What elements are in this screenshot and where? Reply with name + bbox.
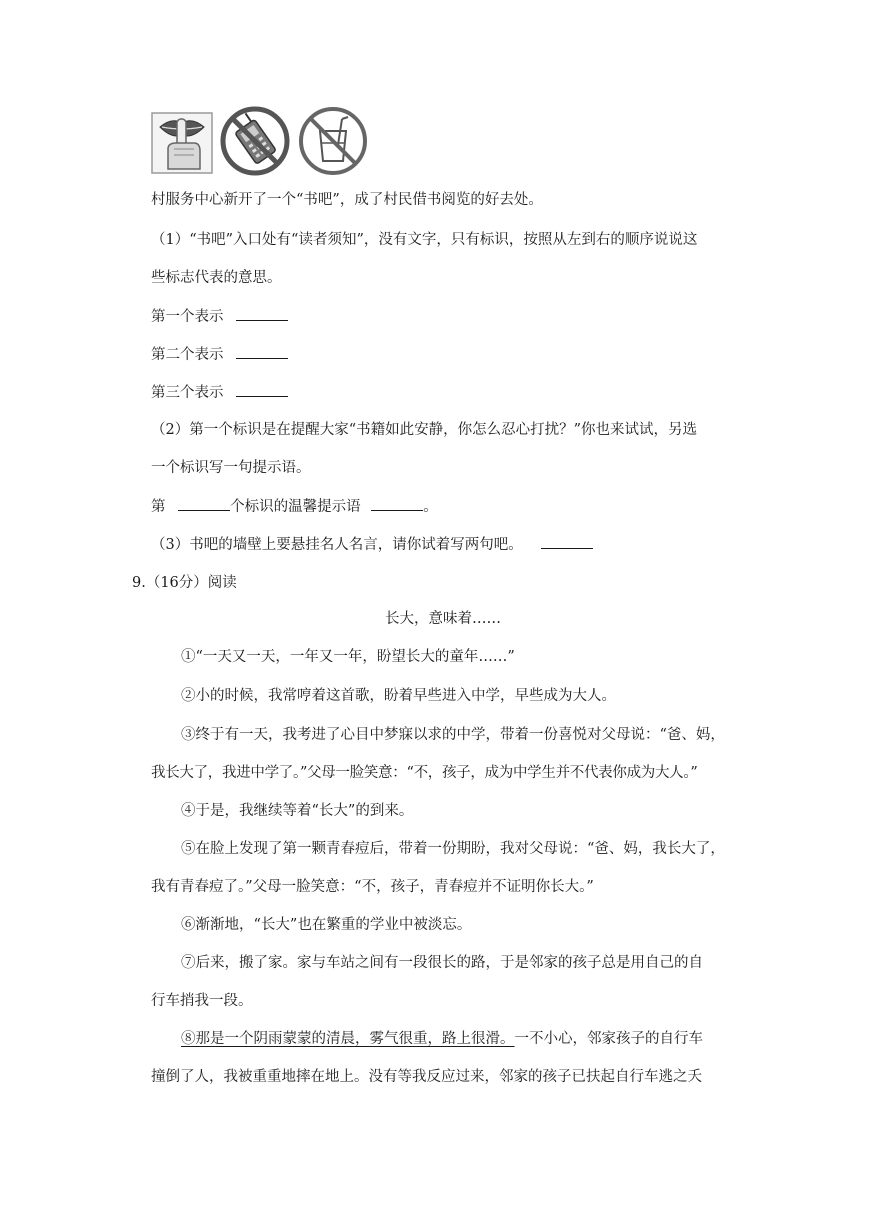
q8-part2-line2: 一个标识写一句提示语。 bbox=[151, 460, 311, 476]
first-label: 第一个表示 bbox=[151, 309, 224, 325]
fill-prefix: 第 bbox=[151, 499, 166, 515]
para-3-line2: 我长大了，我进中学了。”父母一脸笑意：“不，孩子，成为中学生并不代表你成为大人。” bbox=[151, 765, 698, 781]
q9-header: 9.（16分）阅读 bbox=[132, 575, 237, 591]
para-8-line2: 撞倒了人，我被重重地摔在地上。没有等我反应过来，邻家的孩子已扶起自行车逃之夭 bbox=[151, 1069, 702, 1085]
q8-part1-line1: （1）“书吧”入口处有“读者须知”，没有文字，只有标识，按照从左到右的顺序说说这 bbox=[151, 232, 698, 248]
q8-part2-fill bbox=[151, 496, 438, 517]
article-title: 长大，意味着…… bbox=[385, 611, 501, 627]
q8-first-meaning bbox=[151, 306, 288, 327]
sign-number-blank[interactable] bbox=[178, 496, 230, 511]
q8-part2-line1: （2）第一个标识是在提醒大家“书籍如此安静，你怎么忍心打扰？”你也来试试，另选 bbox=[151, 422, 698, 438]
para-5-line2: 我有青春痘了。”父母一脸笑意：“不，孩子，青春痘并不证明你长大。” bbox=[151, 879, 594, 895]
part3-text: （3）书吧的墙壁上要悬挂名人名言，请你试着写两句吧。 bbox=[151, 537, 523, 553]
third-label: 第三个表示 bbox=[151, 385, 224, 401]
second-answer-blank[interactable] bbox=[236, 344, 288, 359]
q8-third-meaning bbox=[151, 382, 288, 403]
para-7-line2: 行车捎我一段。 bbox=[151, 993, 253, 1009]
fill-suffix: 。 bbox=[423, 499, 438, 515]
quiet-sign-icon bbox=[150, 105, 214, 179]
quote-blank[interactable] bbox=[541, 534, 593, 549]
fill-middle: 个标识的温馨提示语 bbox=[230, 499, 361, 515]
para-3-line1: ③终于有一天，我考进了心目中梦寐以求的中学，带着一份喜悦对父母说：“爸、妈， bbox=[181, 727, 725, 743]
para-7-line1: ⑦后来，搬了家。家与车站之间有一段很长的路，于是邻家的孩子总是用自己的自 bbox=[181, 955, 703, 971]
q8-intro: 村服务中心新开了一个“书吧”，成了村民借书阅览的好去处。 bbox=[151, 192, 543, 208]
no-drinks-icon bbox=[296, 105, 370, 181]
para-5-line1: ⑤在脸上发现了第一颗青春痘后，带着一份期盼，我对父母说：“爸、妈，我长大了， bbox=[181, 841, 725, 857]
para-6: ⑥渐渐地，“长大”也在繁重的学业中被淡忘。 bbox=[181, 917, 472, 933]
para-2: ②小的时候，我常哼着这首歌，盼着早些进入中学，早些成为大人。 bbox=[181, 688, 616, 704]
first-answer-blank[interactable] bbox=[236, 306, 288, 321]
q8-part1-line2: 些标志代表的意思。 bbox=[151, 270, 282, 286]
q8-second-meaning bbox=[151, 344, 288, 365]
third-answer-blank[interactable] bbox=[236, 382, 288, 397]
no-phone-icon bbox=[218, 105, 292, 181]
para-8-rest: 一不小心，邻家孩子的自行车 bbox=[514, 1031, 703, 1047]
para-1: ①“一天又一天，一年又一年，盼望长大的童年……” bbox=[181, 649, 515, 665]
para-4: ④于是，我继续等着“长大”的到来。 bbox=[181, 803, 414, 819]
second-label: 第二个表示 bbox=[151, 347, 224, 363]
q8-part3 bbox=[151, 534, 593, 555]
reminder-blank[interactable] bbox=[371, 496, 423, 511]
para-8-line1 bbox=[181, 1029, 703, 1049]
para-8-underlined-sentence: ⑧那是一个阴雨蒙蒙的清晨，雾气很重，路上很滑。 bbox=[181, 1031, 515, 1047]
